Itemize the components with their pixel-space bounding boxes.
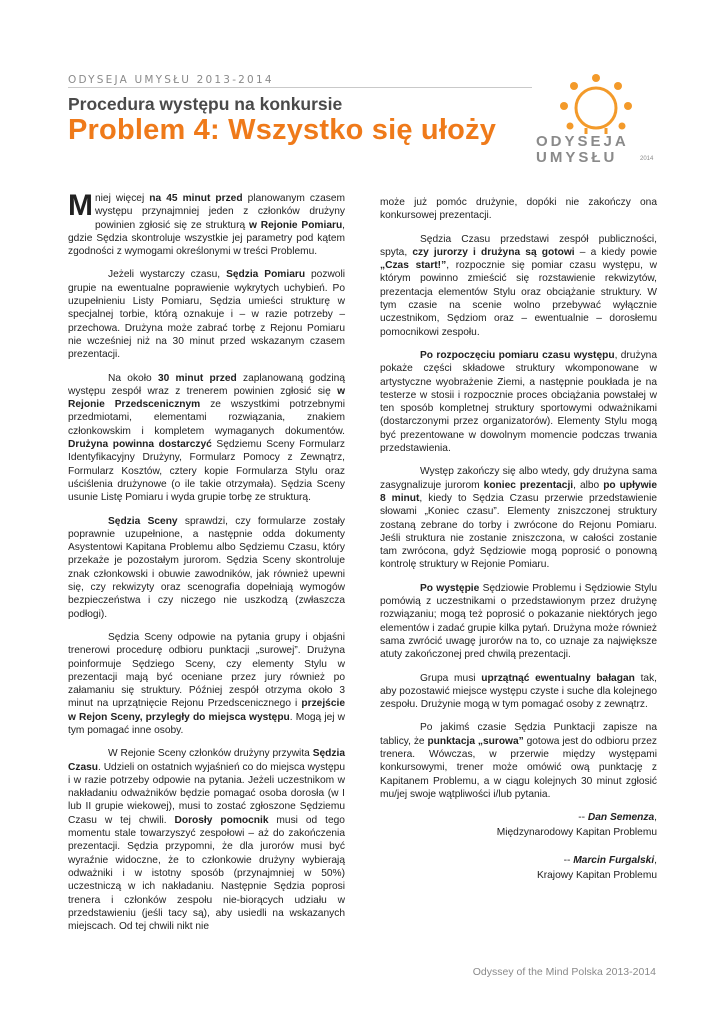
text-bold: Drużyna powinna dostarczyć xyxy=(68,439,212,451)
paragraph: może już pomóc drużynie, dopóki nie zakończy ona konkursowej prezentacji. xyxy=(380,197,657,222)
signature-2 xyxy=(380,854,657,867)
page-title: Problem 4: Wszystko się ułoży xyxy=(68,114,497,146)
paragraph xyxy=(380,465,657,571)
text-bold: na 45 minut przed xyxy=(149,193,243,204)
text-bold: 30 minut przed xyxy=(157,372,237,384)
drop-cap: M xyxy=(68,189,93,222)
text: . Udzieli on ostatnich wyjaśnień co do miejsca występu i w razie potrzeby odpowie na pytania. Jeżeli uczestnikom w nakładaniu odważników będzie pomagać osoba dorosła (w I lub II grupie wiekowej), musi to zostać zgłoszone Sędziemu Czasu w tej chwili. xyxy=(68,761,345,826)
text-bold: czy jurorzy i drużyna są gotowi xyxy=(412,246,575,258)
logo-line1: ODYSEJA xyxy=(536,133,629,150)
header-series: ODYSEJA UMYSŁU 2013-2014 xyxy=(68,74,274,86)
text: , gdzie Sędzia skontroluje wszystkie jej parametry pod kątem zgodności z wymogami określonymi w treści Problemu. xyxy=(68,219,346,258)
text: niej więcej xyxy=(95,193,150,204)
sig-dash: -- xyxy=(578,812,588,824)
text: pozwoli grupie na ewentualne poprawienie wykrytych uchybień. Po uzupełnieniu Listy Pomiaru, Sędzia umieści strukturę w specjalnej torbie, którą oznakuje i – w razie potrzeby – przechowa. Drużyna może zabrać torbę z Rejonu Pomiaru nie wcześniej niż na 30 minut przed wskazanym czasem prezentacji. xyxy=(68,269,345,361)
text-bold: po upływie 8 minut xyxy=(380,479,657,504)
text: Sędziemu Sceny Formularz Identyfikacyjny Drużyny, Formularz Pomocy z Zewnątrz, Formularz Kosztów, cztery kopie Formularza Stylu oraz uściślenia drużynowe (o ile takie otrzymała). Sędzia Sceny usunie Listę Pomiaru i wyda grupie torbę ze strukturą. xyxy=(68,439,345,504)
text: musi od tego momentu stale towarzyszyć zespołowi – aż do zakończenia prezentacji. Sędzia przypomni, że dla jurorów musi być wyraźnie widoczne, że to członkowie drużyny wybierają odważniki i w istotny sposób (przynajmniej w 50%) uczestniczą w ich nakładaniu. Następnie Sędzia poprosi trenera i członków zespołu nie-biorących udziału w przedstawieniu (jeśli tacy są), aby usiedli na wskazanych miejscach. Od tej chwili nikt nie xyxy=(68,814,345,933)
paragraph xyxy=(68,268,345,361)
sig-comma: , xyxy=(654,854,657,866)
text: , kiedy to Sędzia Czasu przerwie przedstawienie słowami „Koniec czasu”. Elementy zniszczonej struktury zostaną zebrane do torby i zwrócone do Rejonu Pomiaru. Jeśli struktura nie zostanie zniszczona, w całości zostanie tam zwrócona, gdyż Sędziowie mogą poprosić o ponowną kontrolę struktury w Rejonie Pomiaru. xyxy=(380,492,657,571)
text: , rozpocznie się pomiar czasu występu, w którym powinno zmieścić się rozstawienie rekwizytów, prezentacja elementów Stylu oraz obciążanie struktury. W tym czasie na scenie wolno przebywać wyłącznie uczestnikom, Sędziom oraz – ewentualnie – dorosłemu pomocnikowi zespołu. xyxy=(380,260,657,338)
text: Jeżeli wystarczy czasu, xyxy=(108,269,227,281)
text-bold: koniec prezentacji xyxy=(483,479,574,491)
text-bold: punktacja „surowa” xyxy=(427,735,524,747)
text-bold: w Rejonie Przedscenicznym xyxy=(68,385,345,411)
text: , albo xyxy=(573,479,604,491)
sun-rays-icon xyxy=(560,74,632,130)
signature-1 xyxy=(380,811,657,824)
paragraph xyxy=(68,372,345,505)
text-bold: Dorosły pomocnik xyxy=(174,814,269,826)
text: tak, aby pozostawić miejsce występu czyste i suche dla kolejnego zespołu. Drużynie mogą w tym pomagać osoby z zewnątrz. xyxy=(380,672,657,711)
page-subtitle: Procedura występu na konkursie xyxy=(68,94,343,114)
paragraph xyxy=(68,515,345,621)
page-footer: Odyssey of the Mind Polska 2013-2014 xyxy=(472,966,656,978)
paragraph xyxy=(380,672,657,712)
paragraph xyxy=(380,233,657,339)
logo-year: 2014 xyxy=(640,156,654,162)
signature-name: Marcin Furgalski xyxy=(573,854,655,866)
sig-comma: , xyxy=(654,812,657,824)
text-bold: Sędzia Pomiaru xyxy=(226,269,306,281)
signature-1-role: Międzynarodowy Kapitan Problemu xyxy=(496,827,657,839)
paragraph xyxy=(380,582,657,662)
text-bold: Sędzia Sceny xyxy=(108,515,178,527)
signature-name: Dan Semenza xyxy=(587,812,655,824)
text: W Rejonie Sceny członków drużyny przywita xyxy=(108,748,313,760)
text: Sędzia Czasu przedstawi zespół publiczności, spyta, xyxy=(380,233,657,258)
signature-2-role: Krajowy Kapitan Problemu xyxy=(536,870,657,882)
paragraph xyxy=(380,721,657,801)
header-divider xyxy=(68,87,532,88)
odyseja-logo xyxy=(522,70,662,170)
sig-dash: -- xyxy=(563,854,574,866)
logo-line2: UMYSŁU xyxy=(536,149,618,166)
text: ze wszystkimi potrzebnymi przedmiotami, elementami rozwiązania, znakiem członkowskim i kompletem wymaganych dokumentów. xyxy=(68,399,345,437)
paragraph xyxy=(68,631,345,737)
text-bold: uprzątnąć ewentualny bałagan xyxy=(481,672,635,684)
text: sprawdzi, czy formularze zostały poprawnie uzupełnione, a następnie odda dokumenty Asystentowi Kapitana Problemu albo Sędziemu Czasu, który przekaże je pozostałym jurorom. Sędzia Sceny skontroluje znak członkowski i obuwie zawodników, jak również upewni się, czy rekwizyty oraz scenografia dopełniają wymogów bezpieczeństwa i czy niczego nie uszkodzą (zwłaszcza podłogi). xyxy=(68,515,345,620)
text: Na około xyxy=(108,372,158,384)
text: Występ zakończy się albo wtedy, gdy drużyna sama zasygnalizuje jurorom xyxy=(380,466,657,491)
right-column xyxy=(380,196,657,884)
text-bold: Po rozpoczęciu pomiaru czasu występu xyxy=(420,349,615,361)
text-bold: Po występie xyxy=(420,582,480,594)
paragraph xyxy=(380,349,657,455)
text: zaplanowaną godziną występu zespół wraz z trenerem powinien zgłosić się xyxy=(68,372,345,397)
text: gotowa jest do odbioru przez trenera. Wówczas, w przerwie między występami konkursowymi, trener może omówić ową punktację z Kapitanem Problemu, a w ciągu kolejnych 30 minut zgłosić mu/jej swoje wątpliwości i/lub pytania. xyxy=(380,735,657,800)
text-bold: w Rejonie Pomiaru xyxy=(249,219,343,231)
text: Sędzia Sceny odpowie na pytania grupy i objaśni trenerowi procedurę odbioru punktacji „surowej”. Drużyna poinformuje Sędziego Sceny, czy elementy Stylu w prezentacji mają być oceniane przez jury również po załamaniu się struktury. Później zespół otrzyma około 3 minut na uprzątnięcie Rejonu Przedscenicznego i xyxy=(68,631,345,710)
text: , drużyna pokaże części składowe struktury wkomponowane w artystyczne wyobrażenie Ziemi, a następnie poukłada je na testerze w stosii i rozpocznie proces obciążania powstałej w ten sposób kompletnej struktury sportowymi odważnikami (dostarczonymi przez organizatorów). Elementy Stylu mogą być prezentowane w dowolnym momencie podczas trwania przedstawienia. xyxy=(380,349,657,455)
bulb-icon xyxy=(576,88,616,134)
text: planowanym czasem występu przynajmniej jeden z członków drużyny powinien zgłosić się ze strukturą xyxy=(95,193,345,231)
text: – a kiedy powie xyxy=(574,246,657,258)
left-column xyxy=(68,189,346,943)
text: . Mogą jej w tym pomagać inne osoby. xyxy=(68,711,346,736)
paragraph xyxy=(68,747,345,933)
text: Grupa musi xyxy=(420,672,482,684)
text-bold: „Czas start!” xyxy=(380,260,447,272)
text-bold: przejście w Rejon Sceny, przyległy do miejsca występu xyxy=(68,698,345,723)
text-bold: Sędzia Czasu xyxy=(68,748,345,773)
text: Po jakimś czasie Sędzia Punktacji zapisze na tablicy, że xyxy=(380,722,657,747)
text: Sędziowie Problemu i Sędziowie Stylu pomówią z uczestnikami o przedstawionym przez drużynę rozwiązaniu; mogą też poprosić o pokazanie niektórych jego elementów i zadać grupie kilka pytań. Drużyna może również sama zwrócić uwagę jurorów na to, co uznaje za największe atuty zakończonej pred chwilą prezentacji. xyxy=(380,582,657,661)
paragraph xyxy=(68,189,346,258)
